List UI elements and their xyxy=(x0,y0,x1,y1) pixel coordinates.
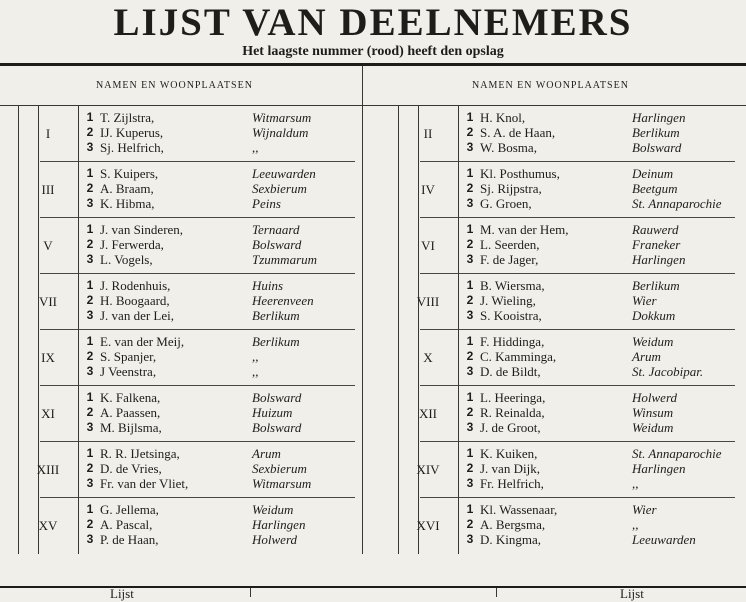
group-number: VIII xyxy=(416,294,440,309)
entry-name: J. de Groot, xyxy=(480,420,541,435)
entry-name: S. Kuipers, xyxy=(100,166,159,181)
participant-group xyxy=(380,106,735,162)
footer-label-right: Lijst xyxy=(620,586,644,601)
entry-place: ,, xyxy=(632,476,639,491)
entry-name: J Veenstra, xyxy=(100,364,157,379)
entry-rank: 3 xyxy=(86,308,94,322)
entry-name: J. van Dijk, xyxy=(480,461,540,476)
entry-rank: 2 xyxy=(86,405,94,419)
entry-rank: 3 xyxy=(466,252,474,266)
page-subtitle: Het laagste nummer (rood) heeft den opslag xyxy=(242,44,504,59)
entry-place: Beetgum xyxy=(632,181,678,196)
entry-rank: 2 xyxy=(466,293,474,307)
entry-name: A. Pascal, xyxy=(100,517,153,532)
entry-place: Bolsward xyxy=(632,140,682,155)
entry-place: Harlingen xyxy=(252,517,306,532)
entry-rank: 2 xyxy=(86,349,94,363)
participant-entry xyxy=(0,278,355,293)
participant-entry xyxy=(0,125,355,140)
entry-rank: 3 xyxy=(466,308,474,322)
participant-group xyxy=(0,106,355,162)
group-number: IV xyxy=(421,182,435,197)
entry-name: T. Zijlstra, xyxy=(100,110,155,125)
entry-place: ,, xyxy=(252,140,259,155)
participant-entry xyxy=(0,237,355,252)
participant-entry xyxy=(380,237,735,252)
participant-entry xyxy=(380,364,735,379)
entry-rank: 1 xyxy=(86,446,94,460)
participant-entry xyxy=(380,222,735,237)
entry-place: Harlingen xyxy=(632,252,686,267)
entry-place: Holwerd xyxy=(632,390,678,405)
entry-place: Dokkum xyxy=(632,308,676,323)
entry-name: Kl. Wassenaar, xyxy=(480,502,558,517)
participant-entry xyxy=(0,405,355,420)
entry-place: Sexbierum xyxy=(252,181,307,196)
entry-rank: 2 xyxy=(86,181,94,195)
entry-rank: 3 xyxy=(466,532,474,546)
participants-column-right xyxy=(380,106,735,554)
entry-rank: 1 xyxy=(466,502,474,516)
participant-group xyxy=(380,162,735,218)
participant-entry xyxy=(0,140,355,155)
entry-rank: 1 xyxy=(86,166,94,180)
group-number: XV xyxy=(38,518,58,533)
entry-rank: 1 xyxy=(86,110,94,124)
entry-rank: 3 xyxy=(86,140,94,154)
entry-place: ,, xyxy=(632,517,639,532)
entry-place: Rauwerd xyxy=(632,222,679,237)
entry-name: J. van der Lei, xyxy=(100,308,175,323)
participant-entry xyxy=(380,308,735,323)
entry-place: Arum xyxy=(252,446,281,461)
footer-divider xyxy=(496,588,497,597)
participant-entry xyxy=(380,446,735,461)
entry-place: Sexbierum xyxy=(252,461,307,476)
entry-name: E. van der Meij, xyxy=(100,334,185,349)
participant-entry xyxy=(0,517,355,532)
entry-name: D. de Bildt, xyxy=(480,364,541,379)
entry-rank: 3 xyxy=(466,196,474,210)
participant-entry xyxy=(380,476,735,491)
entry-place: Bolsward xyxy=(252,390,302,405)
participant-entry xyxy=(380,349,735,364)
participant-entry xyxy=(380,125,735,140)
group-number: XVI xyxy=(416,518,440,533)
entry-rank: 2 xyxy=(86,517,94,531)
entry-name: K. Hibma, xyxy=(100,196,155,211)
entry-place: Bolsward xyxy=(252,420,302,435)
entry-rank: 1 xyxy=(466,446,474,460)
entry-rank: 1 xyxy=(466,166,474,180)
column-heading-right: NAMEN EN WOONPLAATSEN xyxy=(472,80,629,91)
participant-entry xyxy=(380,334,735,349)
participant-entry xyxy=(0,181,355,196)
entry-name: L. Heeringa, xyxy=(480,390,546,405)
entry-name: Sj. Helfrich, xyxy=(100,140,164,155)
column-divider xyxy=(362,66,363,554)
entry-place: Wier xyxy=(632,293,657,308)
entry-place: Witmarsum xyxy=(252,476,312,491)
group-number: XIV xyxy=(416,462,440,477)
participant-group xyxy=(380,442,735,498)
participant-group xyxy=(0,162,355,218)
entry-rank: 3 xyxy=(466,420,474,434)
entry-name: H. Boogaard, xyxy=(100,293,170,308)
entry-rank: 3 xyxy=(466,364,474,378)
group-number: XIII xyxy=(36,462,60,477)
entry-place: Wier xyxy=(632,502,657,517)
entry-place: Harlingen xyxy=(632,110,686,125)
entry-place: Weidum xyxy=(632,334,674,349)
entry-name: Sj. Rijpstra, xyxy=(480,181,542,196)
entry-rank: 2 xyxy=(86,125,94,139)
entry-place: Leeuwarden xyxy=(632,532,696,547)
entry-rank: 2 xyxy=(86,293,94,307)
entry-name: L. Vogels, xyxy=(100,252,153,267)
top-rule xyxy=(0,63,746,66)
entry-name: D. de Vries, xyxy=(100,461,162,476)
group-number: V xyxy=(43,238,53,253)
participant-entry xyxy=(0,364,355,379)
entry-name: K. Kuiken, xyxy=(480,446,538,461)
entry-rank: 1 xyxy=(466,390,474,404)
entry-name: A. Bergsma, xyxy=(480,517,546,532)
entry-name: J. Ferwerda, xyxy=(100,237,164,252)
entry-name: J. van Sinderen, xyxy=(100,222,184,237)
participant-entry xyxy=(380,110,735,125)
entry-name: J. Rodenhuis, xyxy=(100,278,171,293)
entry-place: Tzummarum xyxy=(252,252,318,267)
entry-rank: 3 xyxy=(466,476,474,490)
entry-place: Huins xyxy=(252,278,284,293)
entry-rank: 3 xyxy=(86,364,94,378)
participant-entry xyxy=(380,532,735,547)
entry-place: Deinum xyxy=(632,166,674,181)
participant-entry xyxy=(0,334,355,349)
column-heading-left: NAMEN EN WOONPLAATSEN xyxy=(96,80,253,91)
entry-name: Kl. Posthumus, xyxy=(480,166,560,181)
participant-entry xyxy=(380,278,735,293)
entry-place: Winsum xyxy=(632,405,674,420)
entry-place: Berlikum xyxy=(632,278,680,293)
group-number: II xyxy=(423,126,433,141)
footer-divider xyxy=(250,588,251,597)
group-number: VII xyxy=(38,294,58,309)
entry-place: Ternaard xyxy=(252,222,300,237)
footer-label-left: Lijst xyxy=(110,586,134,601)
entry-place: Leeuwarden xyxy=(252,166,316,181)
entry-place: Heerenveen xyxy=(252,293,314,308)
group-number: XII xyxy=(418,406,438,421)
entry-name: G. Groen, xyxy=(480,196,532,211)
entry-rank: 2 xyxy=(466,125,474,139)
entry-name: D. Kingma, xyxy=(480,532,542,547)
entry-name: C. Kamminga, xyxy=(480,349,557,364)
entry-rank: 3 xyxy=(86,476,94,490)
entry-place: St. Annaparochie xyxy=(632,446,722,461)
entry-place: Weidum xyxy=(632,420,674,435)
entry-name: S. A. de Haan, xyxy=(480,125,556,140)
entry-place: Harlingen xyxy=(632,461,686,476)
entry-name: Fr. Helfrich, xyxy=(480,476,544,491)
participant-entry xyxy=(0,502,355,517)
participant-group xyxy=(0,498,355,554)
participant-group xyxy=(380,274,735,330)
participant-entry xyxy=(380,166,735,181)
participant-entry xyxy=(380,293,735,308)
entry-place: Franeker xyxy=(632,237,681,252)
entry-rank: 3 xyxy=(86,532,94,546)
entry-rank: 3 xyxy=(86,252,94,266)
participant-entry xyxy=(0,252,355,267)
entry-name: P. de Haan, xyxy=(100,532,159,547)
group-number: XI xyxy=(41,406,55,421)
entry-place: Holwerd xyxy=(252,532,298,547)
entry-name: K. Falkena, xyxy=(100,390,161,405)
entry-name: R. Reinalda, xyxy=(480,405,545,420)
participant-group xyxy=(0,218,355,274)
entry-rank: 3 xyxy=(86,420,94,434)
entry-place: ,, xyxy=(252,349,259,364)
entry-rank: 1 xyxy=(466,334,474,348)
entry-rank: 1 xyxy=(466,278,474,292)
entry-name: J. Wieling, xyxy=(480,293,536,308)
participant-group xyxy=(380,218,735,274)
entry-rank: 2 xyxy=(86,461,94,475)
participant-entry xyxy=(0,110,355,125)
participant-entry xyxy=(0,308,355,323)
entry-place: Bolsward xyxy=(252,237,302,252)
entry-place: ,, xyxy=(252,364,259,379)
entry-rank: 3 xyxy=(86,196,94,210)
entry-name: S. Kooistra, xyxy=(480,308,542,323)
participant-group xyxy=(0,442,355,498)
entry-place: Berlikum xyxy=(252,334,300,349)
participant-entry xyxy=(0,446,355,461)
participant-entry xyxy=(0,476,355,491)
entry-rank: 1 xyxy=(466,222,474,236)
participant-entry xyxy=(0,166,355,181)
participant-group xyxy=(380,498,735,554)
participant-group xyxy=(380,330,735,386)
entry-rank: 1 xyxy=(466,110,474,124)
entry-place: St. Annaparochie xyxy=(632,196,722,211)
entry-rank: 2 xyxy=(466,237,474,251)
entry-place: Witmarsum xyxy=(252,110,312,125)
entry-name: M. van der Hem, xyxy=(480,222,569,237)
group-number: VI xyxy=(421,238,435,253)
participant-group xyxy=(0,330,355,386)
entry-rank: 2 xyxy=(466,461,474,475)
participant-entry xyxy=(0,349,355,364)
participant-entry xyxy=(380,502,735,517)
participant-entry xyxy=(380,196,735,211)
participant-group xyxy=(0,274,355,330)
entry-name: S. Spanjer, xyxy=(100,349,157,364)
entry-name: F. de Jager, xyxy=(480,252,539,267)
group-number: X xyxy=(423,350,433,365)
entry-name: G. Jellema, xyxy=(100,502,159,517)
participant-entry xyxy=(380,140,735,155)
entry-place: Berlikum xyxy=(632,125,680,140)
entry-rank: 1 xyxy=(86,334,94,348)
group-number: I xyxy=(45,126,51,141)
participant-entry xyxy=(0,196,355,211)
entry-name: A. Paassen, xyxy=(100,405,161,420)
entry-name: B. Wiersma, xyxy=(480,278,545,293)
entry-name: Fr. van der Vliet, xyxy=(100,476,189,491)
entry-place: Arum xyxy=(632,349,661,364)
participant-group xyxy=(0,386,355,442)
entry-name: M. Bijlsma, xyxy=(100,420,162,435)
entry-name: A. Braam, xyxy=(100,181,154,196)
participant-group xyxy=(380,386,735,442)
participant-entry xyxy=(0,293,355,308)
participant-entry xyxy=(380,252,735,267)
entry-place: Wijnaldum xyxy=(252,125,309,140)
participants-column-left xyxy=(0,106,355,554)
entry-name: IJ. Kuperus, xyxy=(100,125,164,140)
entry-name: H. Knol, xyxy=(480,110,526,125)
participant-entry xyxy=(0,461,355,476)
participant-entry xyxy=(0,420,355,435)
entry-rank: 2 xyxy=(86,237,94,251)
participant-entry xyxy=(0,222,355,237)
entry-place: Berlikum xyxy=(252,308,300,323)
entry-place: Peins xyxy=(252,196,281,211)
participant-entry xyxy=(380,420,735,435)
entry-rank: 2 xyxy=(466,517,474,531)
participant-entry xyxy=(0,532,355,547)
entry-rank: 1 xyxy=(86,390,94,404)
entry-place: St. Jacobipar. xyxy=(632,364,704,379)
page-title: LIJST VAN DEELNEMERS xyxy=(113,1,633,44)
entry-rank: 1 xyxy=(86,278,94,292)
entry-rank: 2 xyxy=(466,181,474,195)
entry-rank: 2 xyxy=(466,349,474,363)
participant-entry xyxy=(380,405,735,420)
entry-place: Huizum xyxy=(252,405,293,420)
group-number: IX xyxy=(41,350,55,365)
entry-rank: 3 xyxy=(466,140,474,154)
participant-entry xyxy=(380,461,735,476)
entry-place: Weidum xyxy=(252,502,294,517)
entry-rank: 1 xyxy=(86,222,94,236)
entry-name: F. Hiddinga, xyxy=(480,334,545,349)
group-number: III xyxy=(41,182,55,197)
participant-entry xyxy=(380,181,735,196)
entry-name: R. R. IJetsinga, xyxy=(100,446,180,461)
entry-rank: 1 xyxy=(86,502,94,516)
entry-name: W. Bosma, xyxy=(480,140,537,155)
entry-rank: 2 xyxy=(466,405,474,419)
participant-entry xyxy=(380,390,735,405)
participant-entry xyxy=(380,517,735,532)
participant-entry xyxy=(0,390,355,405)
entry-name: L. Seerden, xyxy=(480,237,540,252)
